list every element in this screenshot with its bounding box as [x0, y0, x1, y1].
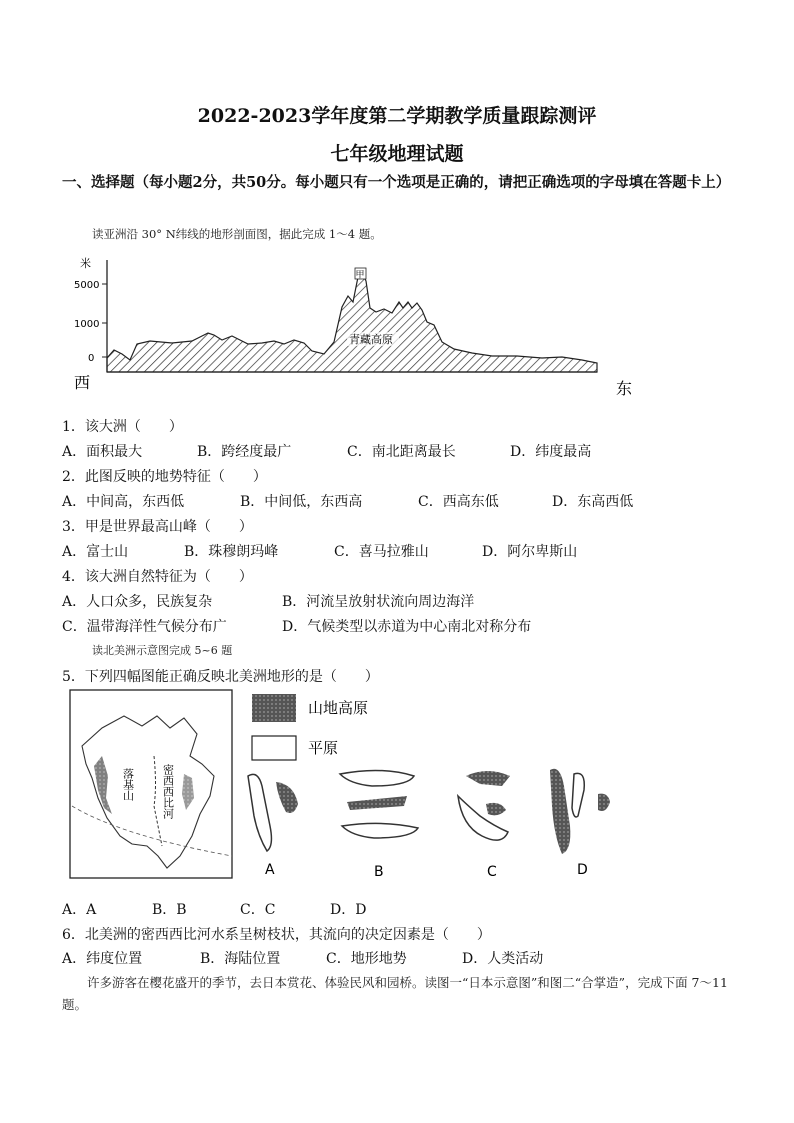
q1-option-b[interactable]: B．跨经度最广 [197, 444, 292, 460]
question-4-stem: 4．该大洲自然特征为（ ） [62, 569, 253, 585]
q1-option-c[interactable]: C．南北距离最长 [347, 444, 456, 460]
east-label: 东 [616, 379, 633, 398]
choice-d-label: D [577, 862, 588, 878]
choice-a-mountain [276, 782, 298, 813]
choice-c-top [466, 771, 510, 786]
q2-option-c[interactable]: C．西高东低 [418, 494, 499, 510]
choice-d-mountain [550, 769, 570, 854]
unit-label: 米 [80, 257, 91, 270]
question-6-stem: 6．北美洲的密西西比河水系呈树枝状，其流向的决定因素是（ ） [62, 927, 491, 943]
choice-a-outline [248, 774, 271, 851]
north-america-figure [62, 686, 622, 886]
y-tick-0: 0 [88, 353, 95, 364]
q1-option-d[interactable]: D．纬度最高 [510, 444, 592, 460]
intro-north-america: 读北美洲示意图完成 5~6 题 [92, 644, 233, 657]
intro-japan: 许多游客在樱花盛开的季节，去日本赏花、体验民风和园桥。读图一“日本示意图”和图二“合掌造”，完成下面 7～11 题。 [62, 975, 728, 1012]
q3-option-b[interactable]: B．珠穆朗玛峰 [184, 544, 279, 560]
q5-option-b[interactable]: B．B [152, 902, 187, 918]
choice-a-label: A [265, 862, 275, 878]
choice-d-east [598, 794, 610, 811]
exam-title: 2022-2023学年度第二学期教学质量跟踪测评 [197, 105, 597, 127]
q2-option-a[interactable]: A．中间高，东西低 [62, 494, 185, 510]
q6-option-d[interactable]: D．人类活动 [462, 951, 544, 967]
q4-option-d[interactable]: D．气候类型以赤道为中心南北对称分布 [282, 619, 532, 635]
q3-option-a[interactable]: A．富士山 [62, 544, 129, 560]
q5-option-d[interactable]: D．D [330, 902, 367, 918]
choice-c-bottom [458, 796, 508, 840]
q1-option-a[interactable]: A．面积最大 [62, 444, 143, 460]
legend-mountain-label: 山地高原 [308, 699, 369, 717]
legend-plain-label: 平原 [308, 739, 339, 757]
west-label: 西 [74, 373, 91, 392]
q3-option-c[interactable]: C．喜马拉雅山 [334, 544, 429, 560]
question-2-stem: 2．此图反映的地势特征（ ） [62, 469, 267, 485]
question-1-stem: 1．该大洲（ ） [62, 419, 183, 435]
terrain-profile-figure [62, 250, 642, 400]
choice-b-label: B [374, 864, 384, 880]
choice-b-middle [347, 796, 407, 810]
terrain-profile-area [107, 272, 597, 372]
choice-c-mountain [486, 803, 506, 815]
legend-mountain-swatch [252, 694, 296, 722]
q2-option-d[interactable]: D．东高西低 [552, 494, 634, 510]
plateau-label: 青藏高原 [349, 333, 393, 346]
q4-option-c[interactable]: C．温带海洋性气候分布广 [62, 619, 227, 635]
choice-b-bottom [342, 823, 418, 838]
section-heading: 一、选择题（每小题2分，共50分。每小题只有一个选项是正确的，请把正确选项的字母填在答题卡上） [62, 174, 731, 191]
intro-profile: 读亚洲沿 30° N纬线的地形剖面图，据此完成 1～4 题。 [92, 227, 382, 241]
question-5-stem: 5．下列四幅图能正确反映北美洲地形的是（ ） [62, 669, 379, 685]
question-3-stem: 3．甲是世界最高山峰（ ） [62, 519, 253, 535]
q5-option-a[interactable]: A．A [62, 902, 97, 918]
choice-d-plain [572, 773, 584, 817]
q5-option-c[interactable]: C．C [240, 902, 276, 918]
q4-option-a[interactable]: A．人口众多，民族复杂 [62, 594, 213, 610]
rocky-label: 落基山 [121, 768, 135, 801]
q4-option-b[interactable]: B．河流呈放射状流向周边海洋 [282, 594, 475, 610]
choice-b-top [340, 770, 414, 786]
q2-option-b[interactable]: B．中间低，东西高 [240, 494, 363, 510]
y-tick-5000: 5000 [74, 280, 100, 291]
peak-label: 甲 [355, 270, 365, 281]
y-tick-1000: 1000 [74, 319, 100, 330]
q6-option-b[interactable]: B．海陆位置 [200, 951, 281, 967]
choice-c-label: C [487, 864, 497, 880]
q6-option-c[interactable]: C．地形地势 [326, 951, 407, 967]
q3-option-d[interactable]: D．阿尔卑斯山 [482, 544, 578, 560]
exam-subtitle: 七年级地理试题 [330, 143, 464, 165]
mississippi-label: 密西西比河 [161, 764, 175, 819]
legend-plain-swatch [252, 736, 296, 760]
q6-option-a[interactable]: A．纬度位置 [62, 951, 143, 967]
